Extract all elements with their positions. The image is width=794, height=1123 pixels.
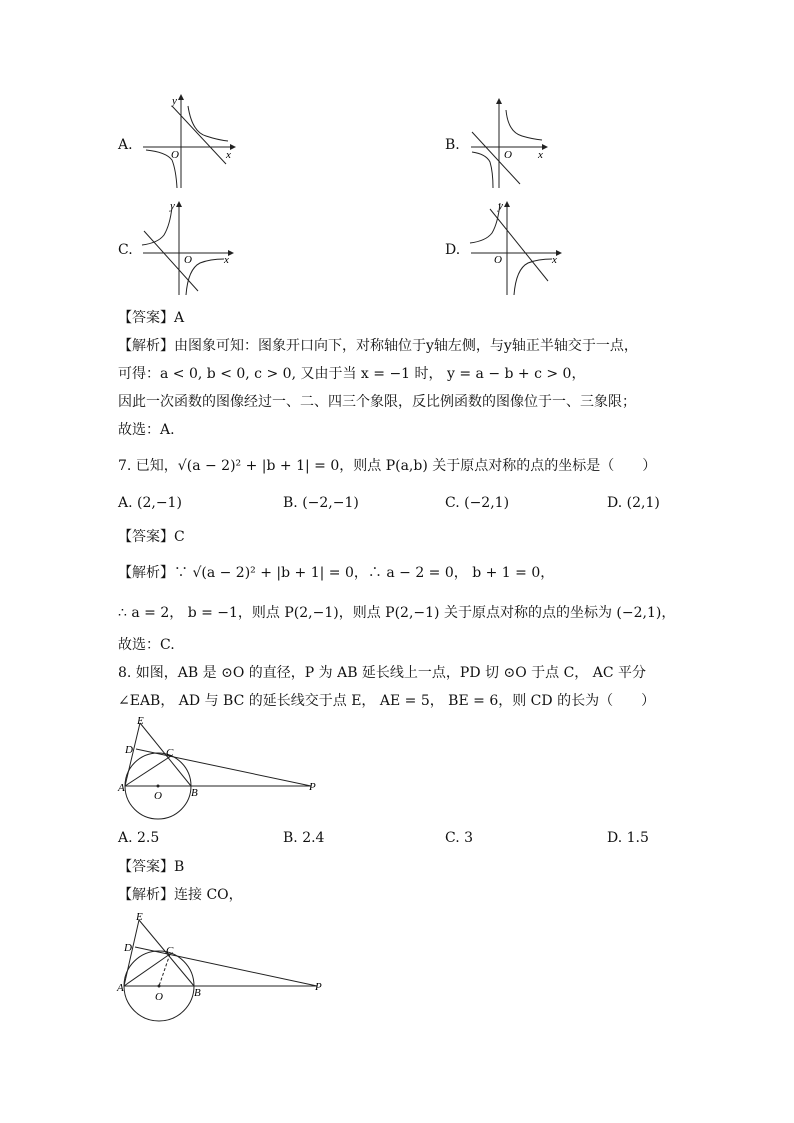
option-d-label: D.: [445, 242, 461, 258]
svg-text:C: C: [166, 747, 174, 759]
q8-option-a: A. 2.5: [118, 830, 160, 846]
q7-option-b: B. (−2,−1): [283, 495, 359, 511]
q7-option-a: A. (2,−1): [118, 495, 182, 511]
svg-text:A: A: [117, 982, 124, 994]
q6-analysis-line-3: 因此一次函数的图像经过一、二、四三个象限，反比例函数的图像位于一、三象限；: [118, 394, 636, 410]
q6-analysis-line-1: 【解析】由图象可知：图象开口向下，对称轴位于y轴左侧，与y轴正半轴交于一点，: [118, 338, 638, 354]
option-c-graph: [138, 197, 238, 297]
option-a-graph: [138, 92, 238, 192]
q8-option-d: D. 1.5: [607, 830, 649, 846]
option-b-graph: [466, 92, 566, 192]
q6-answer: 【答案】A: [118, 310, 185, 326]
q8-option-b: B. 2.4: [283, 830, 325, 846]
q8-stem-line-2: ∠EAB， AD 与 BC 的延长线交于点 E， AE = 5， BE = 6，则 CD 的长为（ ）: [118, 693, 656, 709]
q6-analysis-line-4: 故选：A.: [118, 422, 175, 438]
q7-option-c: C. (−2,1): [445, 495, 510, 511]
svg-text:O: O: [171, 149, 179, 161]
option-b-label: B.: [445, 137, 460, 153]
q7-stem: 7. 已知，√(a − 2)² + |b + 1| = 0，则点 P(a,b) 关于原点对称的点的坐标是（ ）: [118, 458, 657, 474]
q6-analysis-line-2: 可得：a < 0, b < 0, c > 0, 又由于当 x = −1 时， y = a − b + c > 0，: [118, 366, 586, 382]
q8-figure: [115, 712, 325, 822]
q8-stem-line-1: 8. 如图，AB 是 ⊙O 的直径，P 为 AB 延长线上一点，PD 切 ⊙O 于点 C， AC 平分: [118, 665, 647, 681]
q7-analysis-line-2: ∴ a = 2， b = −1，则点 P(2,−1)，则点 P(2,−1) 关于原点对称的点的坐标为 (−2,1)，: [118, 605, 676, 621]
svg-text:y: y: [172, 95, 177, 107]
svg-text:D: D: [125, 744, 133, 756]
svg-text:O: O: [504, 149, 512, 161]
svg-text:C: C: [166, 945, 174, 957]
svg-text:B: B: [191, 787, 198, 799]
q8-answer: 【答案】B: [118, 859, 185, 875]
svg-text:y: y: [498, 200, 503, 212]
q8-option-c: C. 3: [445, 830, 474, 846]
svg-text:O: O: [184, 254, 192, 266]
q7-answer: 【答案】C: [118, 529, 185, 545]
q8-analysis-figure: [115, 908, 330, 1028]
q7-option-d: D. (2,1): [607, 495, 660, 511]
svg-text:y: y: [170, 200, 175, 212]
svg-text:O: O: [494, 254, 502, 266]
q7-analysis-line-3: 故选：C.: [118, 637, 175, 653]
option-c-label: C.: [118, 242, 133, 258]
svg-text:E: E: [137, 715, 144, 727]
svg-text:x: x: [538, 149, 543, 161]
svg-text:x: x: [226, 149, 231, 161]
svg-text:P: P: [309, 781, 316, 793]
q7-analysis-line-1: 【解析】∵ √(a − 2)² + |b + 1| = 0，∴ a − 2 = 0， b + 1 = 0，: [118, 565, 555, 581]
svg-text:x: x: [552, 254, 557, 266]
option-d-graph: [466, 197, 566, 297]
svg-text:A: A: [118, 782, 125, 794]
option-a-label: A.: [118, 137, 133, 153]
svg-text:O: O: [154, 790, 162, 802]
svg-text:D: D: [124, 942, 132, 954]
svg-text:O: O: [155, 991, 163, 1003]
svg-text:E: E: [136, 911, 143, 923]
svg-text:P: P: [315, 981, 322, 993]
svg-text:x: x: [224, 254, 229, 266]
svg-text:B: B: [194, 987, 201, 999]
q8-analysis-line-1: 【解析】连接 CO，: [118, 887, 243, 903]
